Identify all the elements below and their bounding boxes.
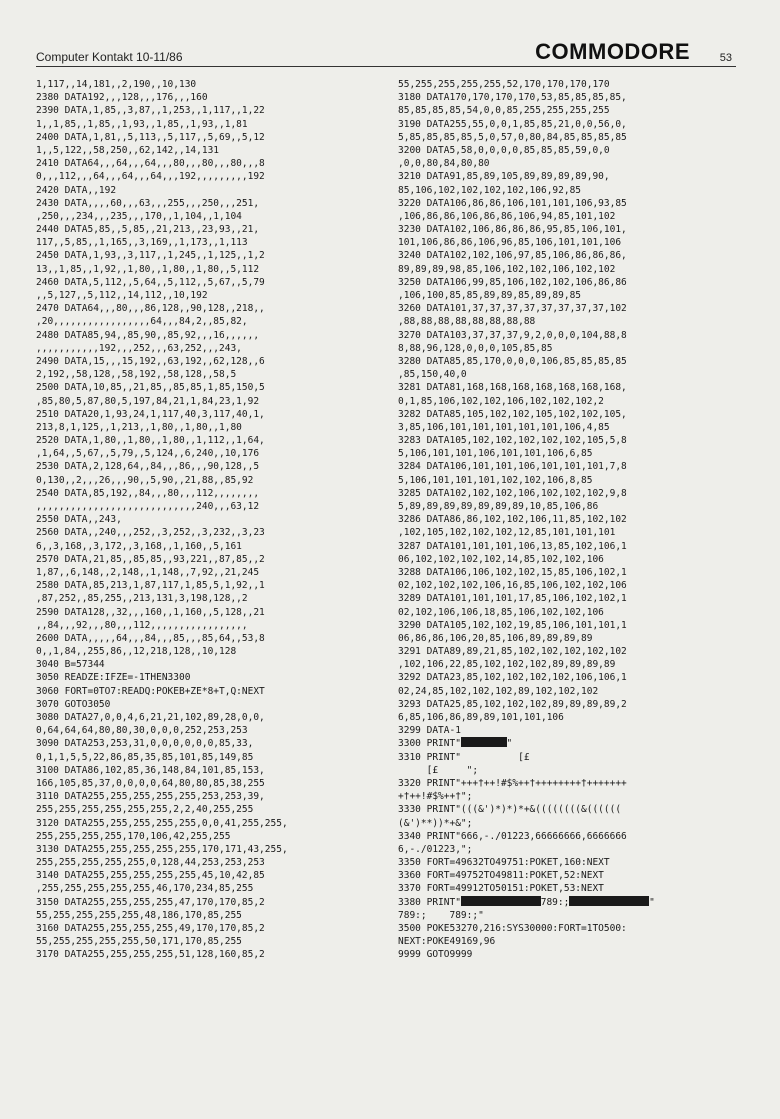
listing-line: ,102,106,22,85,102,102,102,89,89,89,89: [398, 659, 616, 671]
listing-line: 0,1,85,106,102,102,106,102,102,102,2: [398, 395, 604, 407]
listing-line: ,,84,,,92,,,80,,,112,,,,,,,,,,,,,,,,,: [36, 619, 248, 631]
listing-line: 3370 FORT=49912TO50151:POKET,53:NEXT: [398, 883, 604, 895]
listing-line: ,102,105,102,102,102,12,85,101,101,101: [398, 527, 616, 539]
listing-line: 2480 DATA85,94,,85,90,,85,92,,,16,,,,,,: [36, 329, 260, 341]
listing-line: 117,,5,85,,1,165,,3,169,,1,173,,1,113: [36, 237, 248, 249]
listing-line: 2550 DATA,,243,: [36, 514, 122, 526]
listing-line: ,88,88,88,88,88,88,88,88: [398, 316, 536, 328]
listing-line: 55,255,255,255,255,52,170,170,170,170: [398, 79, 610, 90]
listing-column-left: [36, 78, 386, 1078]
listing-line: 2520 DATA,1,80,,1,80,,1,80,,1,112,,1,64,: [36, 435, 265, 447]
listing-line: 55,255,255,255,255,50,171,170,85,255: [36, 936, 242, 948]
listing-line: 3286 DATA86,86,102,102,106,11,85,102,102: [398, 514, 627, 526]
listing-line: 0,,,112,,,64,,,64,,,64,,,192,,,,,,,,,192: [36, 171, 265, 183]
listing-line: 3285 DATA102,102,102,106,102,102,102,9,8: [398, 487, 627, 499]
listing-line: 2390 DATA,1,85,,3,87,,1,253,,1,117,,1,22: [36, 105, 265, 117]
listing-line: 2400 DATA,1,81,,5,113,,5,117,,5,69,,5,12: [36, 131, 265, 143]
listing-line: 3190 DATA255,55,0,0,1,85,85,21,0,0,56,0,: [398, 118, 627, 130]
listing-line: 06,102,102,102,102,14,85,102,102,106: [398, 553, 604, 565]
listing-line: 3140 DATA255,255,255,255,255,45,10,42,85: [36, 870, 265, 882]
listing-line: 2,192,,58,128,,58,192,,58,128,,58,5: [36, 369, 237, 381]
listing-line: 1,,1,85,,1,85,,1,93,,1,85,,1,93,,1,81: [36, 118, 248, 130]
listing-line: 3281 DATA81,168,168,168,168,168,168,168,: [398, 382, 627, 394]
listing-line: 3288 DATA106,106,102,102,15,85,106,102,1: [398, 566, 627, 578]
listing-line: 0,1,1,5,5,22,86,85,35,85,101,85,149,85: [36, 751, 254, 763]
listing-line: 3170 DATA255,255,255,255,51,128,160,85,2: [36, 949, 265, 961]
listing-line: ,106,100,85,85,89,89,85,89,89,85: [398, 290, 582, 301]
listing-line: 2450 DATA,1,93,,3,117,,1,245,,1,125,,1,2: [36, 250, 265, 262]
listing-line: 2470 DATA64,,,80,,,86,128,,90,128,,218,,: [36, 303, 265, 315]
listing-line: 3230 DATA102,106,86,86,86,95,85,106,101,: [398, 224, 627, 236]
listing-line: 2380 DATA192,,,128,,,176,,,160: [36, 92, 208, 104]
listing-line: 1,,5,122,,58,250,,62,142,,14,131: [36, 144, 220, 156]
listing-line: 3350 FORT=49632TO49751:POKET,160:NEXT: [398, 857, 610, 869]
magazine-issue-label: Computer Kontakt 10-11/86: [36, 50, 183, 64]
listing-line: 2570 DATA,21,85,,85,85,,93,221,,87,85,,2: [36, 553, 265, 565]
listing-line: 2440 DATA5,85,,5,85,,21,213,,23,93,,21,: [36, 224, 260, 236]
listing-line: 6,-./01223,";: [398, 843, 473, 855]
listing-line: 2430 DATA,,,,60,,,63,,,255,,,250,,,251,: [36, 197, 260, 209]
listing-line: 3100 DATA86,102,85,36,148,84,101,85,153,: [36, 764, 265, 776]
listing-line: 89,89,89,98,85,106,102,102,106,102,102: [398, 263, 616, 275]
listing-line: 3180 DATA170,170,170,170,53,85,85,85,85,: [398, 92, 627, 104]
listing-line: 9999 GOTO9999: [398, 949, 473, 961]
listing-line: 3293 DATA25,85,102,102,102,89,89,89,89,2: [398, 698, 627, 710]
listing-line: 06,86,86,106,20,85,106,89,89,89,89: [398, 632, 593, 644]
listing-line: ,85,150,40,0: [398, 369, 467, 381]
listing-line: 3270 DATA103,37,37,37,9,2,0,0,0,104,88,8: [398, 329, 627, 341]
listing-line: 02,102,106,106,18,85,106,102,102,106: [398, 606, 604, 618]
listing-line: 3500 POKE53270,216:SYS30000:FORT=1TO500:: [398, 923, 627, 934]
listing-line: 2500 DATA,10,85,,21,85,,85,85,1,85,150,5: [36, 382, 265, 394]
listing-line: 3,85,106,101,101,101,101,101,106,4,85: [398, 421, 610, 433]
listing-line: 55,255,255,255,255,48,186,170,85,255: [36, 909, 242, 921]
listing-line: 255,255,255,255,170,106,42,255,255: [36, 830, 231, 842]
listing-line: 2420 DATA,,192: [36, 184, 117, 196]
listing-line: 3282 DATA85,105,102,102,105,102,102,105,: [398, 408, 627, 420]
page-number: 53: [719, 52, 732, 64]
section-title: COMMODORE: [535, 39, 690, 64]
listing-line: 2530 DATA,2,128,64,,84,,,86,,,90,128,,5: [36, 461, 260, 473]
listing-line: 3310 PRINT" [£: [398, 751, 530, 763]
listing-line: 1,87,,6,148,,2,148,,1,148,,7,92,,21,245: [36, 566, 260, 578]
listing-line: 3299 DATA-1: [398, 725, 461, 737]
listing-line: 2510 DATA20,1,93,24,1,117,40,3,117,40,1,: [36, 408, 265, 420]
listing-line: [£ ";: [398, 764, 479, 776]
listing-line: 255,255,255,255,255,0,128,44,253,253,253: [36, 857, 265, 869]
listing-line: 3289 DATA101,101,101,17,85,106,102,102,1: [398, 593, 627, 605]
listing-line: 3250 DATA106,99,85,106,102,102,106,86,86: [398, 276, 627, 288]
page-header: [36, 36, 736, 67]
listing-line: 3120 DATA255,255,255,255,255,0,0,41,255,255,: [36, 817, 288, 829]
listing-line: 213,8,1,125,,1,213,,1,80,,1,80,,1,80: [36, 421, 242, 433]
listing-line: 2600 DATA,,,,,64,,,84,,,85,,,85,64,,53,8: [36, 632, 265, 644]
listing-line: 166,105,85,37,0,0,0,0,64,80,80,85,38,255: [36, 777, 265, 789]
listing-line: ,,,,,,,,,,,,,,,,,,,,,,,,,,,,240,,,63,12: [36, 501, 260, 512]
listing-line: 0,64,64,64,80,80,30,0,0,0,252,253,253: [36, 725, 248, 737]
listing-line: ,,5,127,,5,112,,14,112,,10,192: [36, 290, 208, 301]
listing-line: ,87,252,,85,255,,213,131,3,198,128,,2: [36, 593, 248, 605]
listing-line: 3160 DATA255,255,255,255,49,170,170,85,2: [36, 923, 265, 934]
reverse-video-block: [569, 896, 649, 906]
listing-line: 2560 DATA,,240,,,252,,3,252,,3,232,,3,23: [36, 527, 265, 539]
listing-line: ,0,0,80,84,80,80: [398, 158, 490, 170]
listing-line: 2410 DATA64,,,64,,,64,,,80,,,80,,,80,,,8: [36, 158, 265, 170]
listing-line: 13,,1,85,,1,92,,1,80,,1,80,,1,80,,5,112: [36, 263, 260, 275]
listing-line: 3320 PRINT"+++†++!#$%++†++++++++†+++++++: [398, 777, 627, 789]
listing-line: 2460 DATA,5,112,,5,64,,5,112,,5,67,,5,79: [36, 276, 265, 288]
listing-line: 3070 GOTO3050: [36, 698, 111, 710]
reverse-video-block: [461, 737, 507, 747]
listing-line: 2490 DATA,15,,,15,192,,63,192,,62,128,,6: [36, 355, 265, 367]
listing-line: 5,106,101,101,106,101,101,106,6,85: [398, 448, 593, 460]
listing-line: ,,,,,,,,,,,192,,,252,,,63,252,,,243,: [36, 342, 242, 354]
listing-line: 2540 DATA,85,192,,84,,,80,,,112,,,,,,,,: [36, 487, 260, 499]
listing-line: 3287 DATA101,101,101,106,13,85,102,106,1: [398, 540, 627, 552]
listing-line: 6,,3,168,,3,172,,3,168,,1,160,,5,161: [36, 540, 242, 552]
listing-line: (&')**))*+&";: [398, 817, 473, 829]
listing-line: ,250,,,234,,,235,,,170,,1,104,,1,104: [36, 210, 242, 222]
listing-line: ,255,255,255,255,255,46,170,234,85,255: [36, 883, 254, 895]
listing-line: 3291 DATA89,89,21,85,102,102,102,102,102: [398, 646, 627, 658]
listing-line: 2580 DATA,85,213,1,87,117,1,85,5,1,92,,1: [36, 580, 265, 592]
listing-line: 3290 DATA105,102,102,19,85,106,101,101,1: [398, 619, 627, 631]
listing-line: 6,85,106,86,89,89,101,101,106: [398, 712, 564, 723]
listing-line: +†++!#$%++†";: [398, 791, 473, 803]
listing-line: 3040 B=57344: [36, 659, 105, 671]
listing-line: 3283 DATA105,102,102,102,102,102,105,5,8: [398, 435, 627, 447]
listing-line: 3380 PRINT" 789:; ": [398, 896, 655, 908]
listing-line: 2590 DATA128,,32,,,160,,1,160,,5,128,,21: [36, 606, 265, 618]
listing-line: 3300 PRINT" ": [398, 738, 513, 750]
listing-line: 3060 FORT=0TO7:READQ:POKEB+ZE*8+T,Q:NEXT: [36, 685, 265, 697]
listing-line: 3090 DATA253,253,31,0,0,0,0,0,0,85,33,: [36, 738, 254, 750]
listing-line: 3150 DATA255,255,255,255,47,170,170,85,2: [36, 896, 265, 908]
listing-line: 5,106,101,101,101,102,102,106,8,85: [398, 474, 593, 486]
listing-line: ,20,,,,,,,,,,,,,,,,,64,,,84,2,,85,82,: [36, 316, 248, 328]
listing-line: 3260 DATA101,37,37,37,37,37,37,37,37,102: [398, 303, 627, 315]
listing-line: 3080 DATA27,0,0,4,6,21,21,102,89,28,0,0,: [36, 712, 265, 723]
listing-line: 255,255,255,255,255,255,2,2,40,255,255: [36, 804, 254, 816]
listing-line: 3292 DATA23,85,102,102,102,102,106,106,1: [398, 672, 627, 684]
listing-line: 5,85,85,85,85,5,0,57,0,80,84,85,85,85,85: [398, 131, 627, 143]
listing-line: 0,130,,2,,,26,,,90,,5,90,,21,88,,85,92: [36, 474, 254, 486]
reverse-video-block: [461, 896, 541, 906]
listing-line: 3330 PRINT"(((&')*)*)*+&((((((((&((((((: [398, 804, 622, 816]
listing-line: 5,89,89,89,89,89,89,89,10,85,106,86: [398, 501, 599, 512]
listing-line: 0,,1,84,,255,86,,12,218,128,,10,128: [36, 646, 237, 658]
listing-line: 3130 DATA255,255,255,255,255,170,171,43,255,: [36, 843, 288, 855]
listing-line: 02,24,85,102,102,102,89,102,102,102: [398, 685, 599, 697]
listing-line: 02,102,102,102,106,16,85,106,102,102,106: [398, 580, 627, 592]
listing-line: 3280 DATA85,85,170,0,0,0,106,85,85,85,85: [398, 355, 627, 367]
listing-line: ,85,80,5,87,80,5,197,84,21,1,84,23,1,92: [36, 395, 260, 407]
listing-line: 1,117,,14,181,,2,190,,10,130: [36, 79, 197, 90]
listing-line: 3050 READZE:IFZE=-1THEN3300: [36, 672, 191, 684]
listing-line: 3210 DATA91,85,89,105,89,89,89,89,90,: [398, 171, 610, 183]
listing-line: 3220 DATA106,86,86,106,101,101,106,93,85: [398, 197, 627, 209]
listing-line: 3110 DATA255,255,255,255,255,253,253,39,: [36, 791, 265, 803]
listing-line: 789:; 789:;": [398, 909, 484, 921]
listing-line: 101,106,86,86,106,96,85,106,101,101,106: [398, 237, 622, 249]
listing-line: 3360 FORT=49752TO49811:POKET,52:NEXT: [398, 870, 604, 882]
listing-line: 85,106,102,102,102,102,106,92,85: [398, 184, 582, 196]
listing-line: 3200 DATA5,58,0,0,0,0,85,85,85,59,0,0: [398, 144, 610, 156]
listing-line: 8,88,96,128,0,0,0,105,85,85: [398, 342, 553, 354]
listing-line: ,106,86,86,106,86,86,106,94,85,101,102: [398, 210, 616, 222]
listing-line: 3284 DATA106,101,101,106,101,101,101,7,8: [398, 461, 627, 473]
listing-line: NEXT:POKE49169,96: [398, 936, 496, 948]
listing-column-right: [398, 78, 748, 1078]
listing-line: 85,85,85,85,54,0,0,85,255,255,255,255: [398, 105, 610, 117]
listing-line: 3340 PRINT"666,-./01223,66666666,6666666: [398, 830, 627, 842]
listing-line: 3240 DATA102,102,106,97,85,106,86,86,86,: [398, 250, 627, 262]
listing-line: ,1,64,,5,67,,5,79,,5,124,,6,240,,10,176: [36, 448, 260, 460]
